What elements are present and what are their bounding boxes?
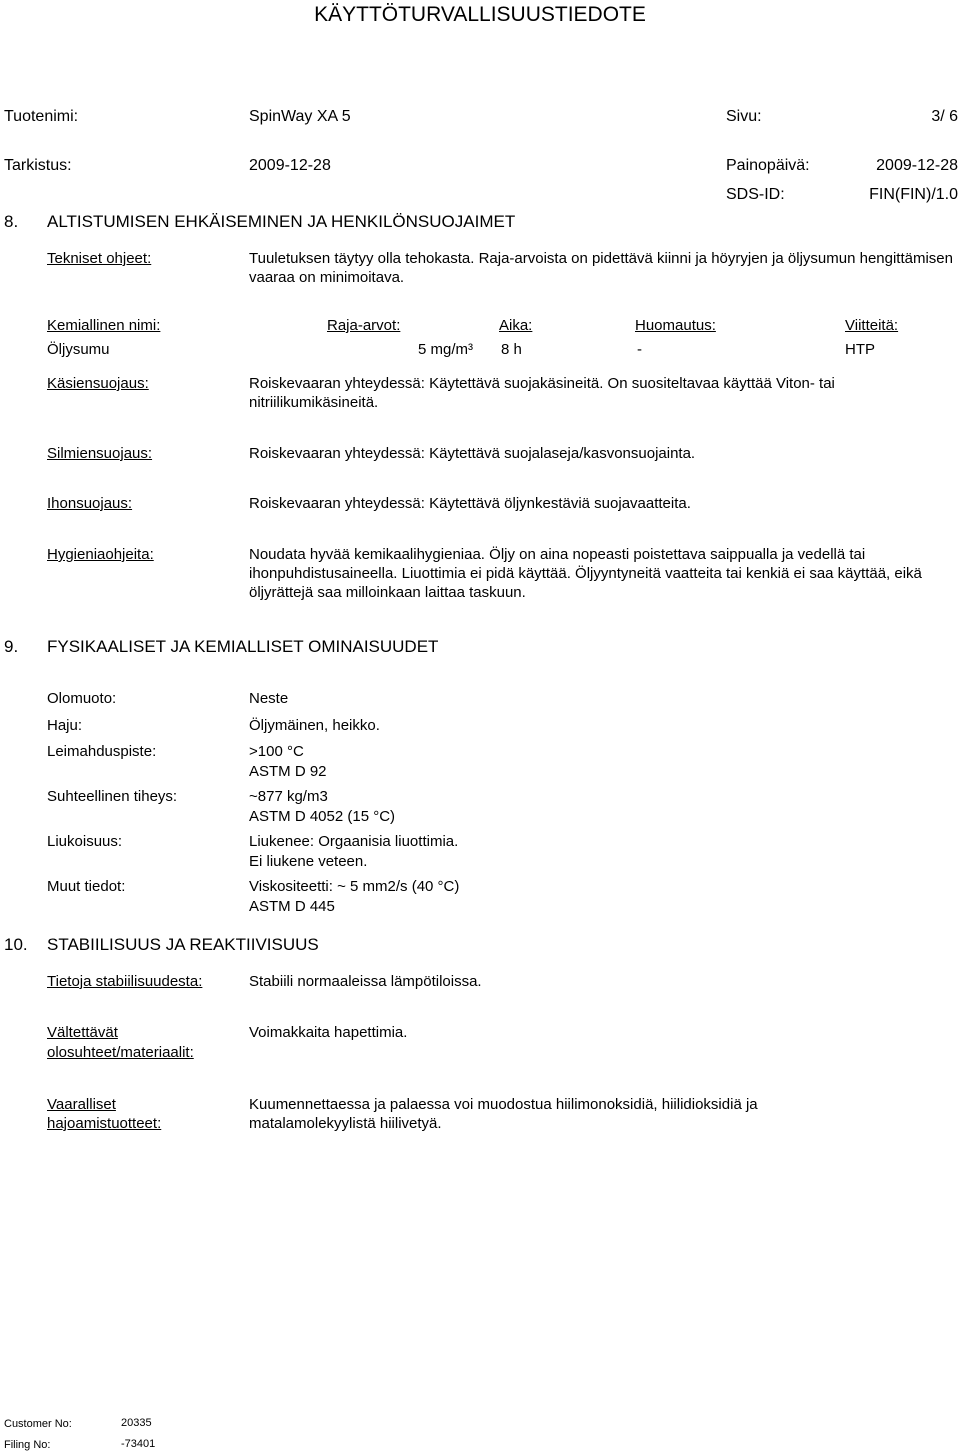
sds-id-value: FIN(FIN)/1.0 [869,186,958,203]
prop-value-viscosity: Viskositeetti: ~ 5 mm2/s (40 °C) [249,878,460,895]
technical-measures-text: Tuuletuksen täytyy olla tehokasta. Raja-arvoista on pidettävä kiinni ja höyryjen ja öljysumun hengittämisen vaaraa on minimoitava. [249,250,953,286]
section-9-number: 9. [4,637,19,656]
revision-label: Tarkistus: [4,157,72,174]
section-10-title: STABIILISUUS JA REAKTIIVISUUS [47,935,319,954]
limits-row-note: - [637,341,642,358]
section-10-number: 10. [4,935,28,954]
limits-header-limit: Raja-arvot: [327,317,401,334]
prop-value-density-method: ASTM D 4052 (15 °C) [249,808,396,825]
conditions-avoid-text: Voimakkaita hapettimia. [249,1024,408,1041]
prop-label-appearance: Olomuoto: [47,690,117,707]
customer-number-value: 20335 [121,1417,152,1429]
technical-measures-label: Tekniset ohjeet: [47,250,152,267]
stability-text: Stabiili normaaleissa lämpötiloissa. [249,973,482,990]
decomposition-label-2: hajoamistuotteet: [47,1115,162,1132]
prop-label-other: Muut tiedot: [47,878,126,895]
limits-row-ref: HTP [845,341,875,358]
prop-value-solubility-water: Ei liukene veteen. [249,853,368,870]
conditions-avoid-label-2: olosuhteet/materiaalit: [47,1044,194,1061]
document-title: KÄYTTÖTURVALLISUUSTIEDOTE [314,3,646,26]
prop-label-solubility: Liukoisuus: [47,833,123,850]
limits-row-limit: 5 mg/m³ [418,341,474,358]
skin-protection-label: Ihonsuojaus: [47,495,133,512]
limits-row-name: Öljysumu [47,341,110,358]
skin-protection-text: Roiskevaaran yhteydessä: Käytettävä öljynkestäviä suojavaatteita. [249,495,691,512]
limits-header-note: Huomautus: [635,317,716,334]
decomposition-label-1: Vaaralliset [47,1096,116,1113]
limits-header-time: Aika: [499,317,533,334]
page-value: 3/ 6 [931,108,958,125]
stability-label: Tietoja stabiilisuudesta: [47,973,203,990]
section-8-number: 8. [4,212,19,231]
filing-number-value: -73401 [121,1438,156,1450]
prop-value-flash-point: >100 °C [249,743,304,760]
hand-protection-text: Roiskevaaran yhteydessä: Käytettävä suojakäsineitä. On suositeltavaa käyttää Viton- tai nitriilikumikäsineitä. [249,375,835,411]
conditions-avoid-label-1: Vältettävät [47,1024,118,1041]
prop-value-density: ~877 kg/m3 [249,788,328,805]
prop-value-solubility: Liukenee: Orgaanisia liuottimia. [249,833,459,850]
print-date-value: 2009-12-28 [876,157,958,174]
hand-protection-label: Käsiensuojaus: [47,375,149,392]
customer-number-label: Customer No: [4,1418,72,1430]
print-date-label: Painopäivä: [726,157,810,174]
filing-number-label: Filing No: [4,1439,51,1451]
prop-value-flash-point-method: ASTM D 92 [249,763,327,780]
eye-protection-text: Roiskevaaran yhteydessä: Käytettävä suojalaseja/kasvonsuojainta. [249,445,696,462]
prop-label-density: Suhteellinen tiheys: [47,788,178,805]
limits-header-ref: Viitteitä: [845,317,899,334]
product-name-label: Tuotenimi: [4,108,79,125]
decomposition-text: Kuumennettaessa ja palaessa voi muodostua hiilimonoksidiä, hiilidioksidiä ja matalamolekyylistä hiilivetyä. [249,1096,758,1132]
prop-value-appearance: Neste [249,690,289,707]
section-9-title: FYSIKAALISET JA KEMIALLISET OMINAISUUDET [47,637,439,656]
prop-value-viscosity-method: ASTM D 445 [249,898,335,915]
prop-label-odor: Haju: [47,717,83,734]
hygiene-text: Noudata hyvää kemikaalihygieniaa. Öljy on aina nopeasti poistettava saippualla ja vedellä tai ihonpuhdistusaineella. Liuottimia ei pidä käyttää. Öljyyntyneitä vaatteita tai kenkiä ei saa käyttää, eikä öljyrättejä saa milloinkaan laittaa taskuun. [249,546,922,601]
section-8-title: ALTISTUMISEN EHKÄISEMINEN JA HENKILÖNSUOJAIMET [47,212,516,231]
limits-header-name: Kemiallinen nimi: [47,317,161,334]
product-name-value: SpinWay XA 5 [249,108,351,125]
prop-label-flash-point: Leimahduspiste: [47,743,157,760]
revision-date: 2009-12-28 [249,157,331,174]
prop-value-odor: Öljymäinen, heikko. [249,717,380,734]
hygiene-label: Hygieniaohjeita: [47,546,154,563]
eye-protection-label: Silmiensuojaus: [47,445,153,462]
limits-row-time: 8 h [501,341,522,358]
page-label: Sivu: [726,108,762,125]
sds-id-label: SDS-ID: [726,186,785,203]
